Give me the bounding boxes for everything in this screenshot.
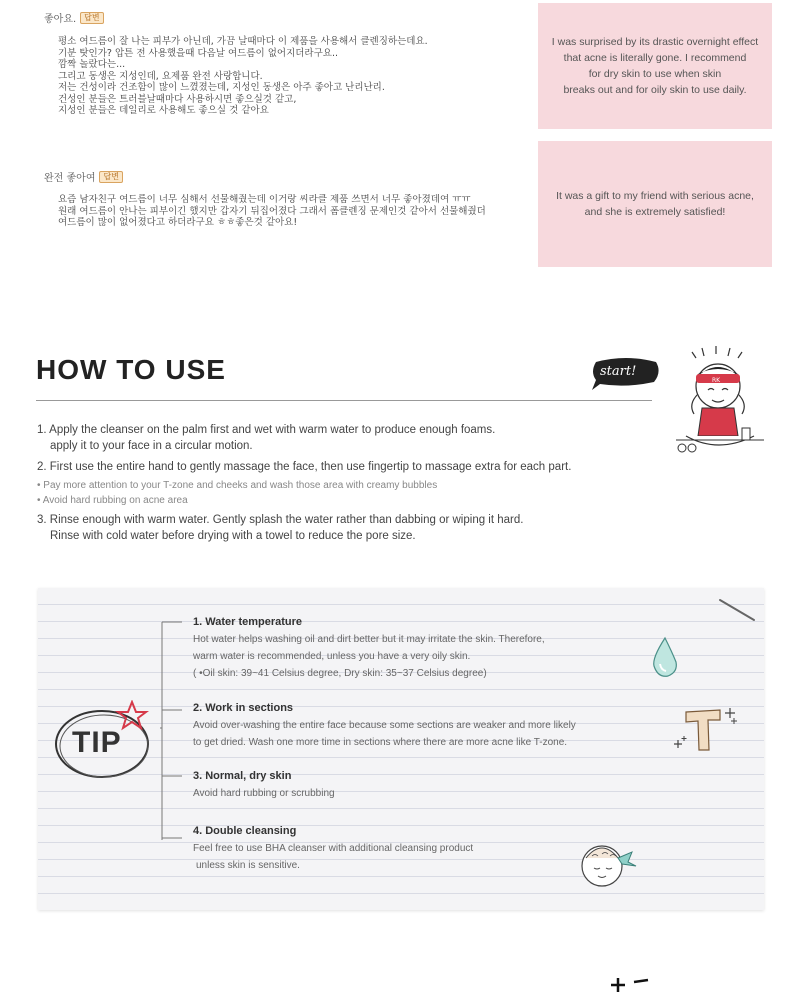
tip-line: Hot water helps washing oil and dirt better but it may irritate the skin. Therefore, (193, 634, 545, 645)
bracket-lines (160, 620, 186, 842)
tip-line: warm water is recommended, unless you have a very oily skin. (193, 651, 471, 662)
review-line: 그리고 동생은 지성인데, 요제품 완전 사랑합니다. (58, 70, 263, 82)
tip-line: Avoid over-washing the entire face because some sections are weaker and more likely (193, 720, 576, 731)
face-decoration (578, 832, 642, 890)
water-drop-decoration (648, 636, 682, 680)
step-1: 1. Apply the cleanser on the palm first and wet with warm water to produce enough foams. (37, 424, 496, 436)
tip-line: ( •Oil skin: 39~41 Celsius degree, Dry skin: 35~37 Celsius degree) (193, 668, 487, 679)
bottom-sparkle (610, 974, 652, 994)
section-divider (36, 400, 652, 401)
tip-stamp (52, 700, 156, 784)
step-2: 2. First use the entire hand to gently massage the face, then use fingertip to massage extra for each part. (37, 461, 572, 473)
tip-line: unless skin is sensitive. (196, 860, 300, 871)
pen-decoration (718, 598, 758, 624)
tip-line: Avoid hard rubbing or scrubbing (193, 788, 335, 799)
step-1-continued: apply it to your face in a circular motion. (50, 440, 253, 452)
steps-list (37, 422, 571, 544)
t-zone-icon (672, 704, 744, 754)
tip-item-4 (193, 825, 473, 874)
translation-line: It was a gift to my friend with serious acne, (556, 190, 754, 202)
translation-line: breaks out and for oily skin to use daily. (563, 84, 747, 96)
face-towel-icon (578, 832, 642, 890)
translation-line: and she is extremely satisfied! (584, 206, 726, 218)
tip-item-1 (193, 616, 545, 682)
review-line: 건성인 분들은 트러블날때마다 사용하시면 좋으실것 같고, (58, 93, 297, 105)
review-line: 기분 탓인가? 압튼 전 사용했을때 다음날 여드름이 없어지더라구요.. (58, 47, 339, 59)
review-2-body (58, 194, 536, 229)
step-3: 3. Rinse enough with warm water. Gently splash the water rather than dabbing or wiping it hard. (37, 514, 524, 526)
review-line: 요즘 남자친구 여드름이 너무 심해서 선물해줬는데 이거랑 씨라클 제품 쓰면서 너무 좋아졌데여 ㅠㅠ (58, 194, 471, 205)
step-2-bullet: • Avoid hard rubbing on acne area (37, 495, 188, 506)
review-1-title: 좋아요. (44, 14, 77, 25)
reply-badge[interactable]: 답변 (99, 171, 122, 183)
reply-badge[interactable]: 답변 (80, 12, 103, 24)
review-line: 깜짝 놀랐다는... (58, 59, 126, 70)
tip-heading: 3. Normal, dry skin (193, 770, 292, 782)
review-1-header (44, 10, 104, 25)
how-to-use-title: HOW TO USE (36, 354, 226, 385)
review-1-body (58, 36, 428, 117)
review-line: 평소 여드름이 잘 나는 피부가 아닌데, 가끔 날때마다 이 제품을 사용해서 클렌징하는데요. (58, 36, 428, 47)
tip-heading: 1. Water temperature (193, 616, 303, 628)
tip-item-2 (193, 702, 576, 751)
step-3-continued: Rinse with cold water before drying with a towel to reduce the pore size. (50, 530, 416, 542)
washing-face-character-icon (672, 344, 768, 460)
review-line: 여드름이 많이 없어졌다고 하더라구요 ㅎㅎ좋은것 같아요! (58, 217, 298, 228)
character-illustration (672, 344, 768, 460)
review-2-header (44, 169, 123, 184)
translation-line: that acne is literally gone. I recommend (563, 52, 747, 64)
tip-line: Feel free to use BHA cleanser with additional cleansing product (193, 843, 474, 854)
translation-box-2 (538, 141, 772, 267)
start-bubble (590, 356, 662, 392)
tip-heading: 4. Double cleansing (193, 825, 297, 837)
sparkle-icon (610, 974, 652, 994)
tip-label: TIP (72, 726, 122, 759)
svg-text:RK: RK (712, 377, 721, 384)
start-label: start! (600, 364, 637, 379)
translation-line: for dry skin to use when skin (588, 68, 722, 80)
water-drop-icon (648, 636, 682, 680)
review-line: 지성인 분들은 데일리로 사용해도 좋으실 것 같아요 (58, 105, 269, 116)
review-line: 원래 여드름이 안나는 피부이긴 했지만 갑자기 뒤집어졌다 그래서 폼클렌징 문제인것 같아서 선물해줬더 (58, 205, 486, 217)
tip-heading: 2. Work in sections (193, 702, 294, 714)
review-2-title: 완전 좋아여 (44, 173, 96, 184)
review-line: 저는 건성이라 건조함이 많이 느꼈졌는데, 지성인 동생은 아주 좋아고 난리난리. (58, 82, 385, 93)
translation-line: I was surprised by its drastic overnight effect (551, 36, 759, 48)
tip-line: to get dried. Wash one more time in sections where there are more acne like T-zone. (193, 737, 568, 748)
translation-box-1 (538, 3, 772, 129)
pen-icon (718, 598, 758, 624)
tip-item-3 (193, 770, 335, 802)
tip-bracket (160, 620, 186, 842)
t-zone-decoration (672, 704, 744, 754)
step-2-bullet: • Pay more attention to your T-zone and cheeks and wash those area with creamy bubbles (37, 480, 438, 491)
